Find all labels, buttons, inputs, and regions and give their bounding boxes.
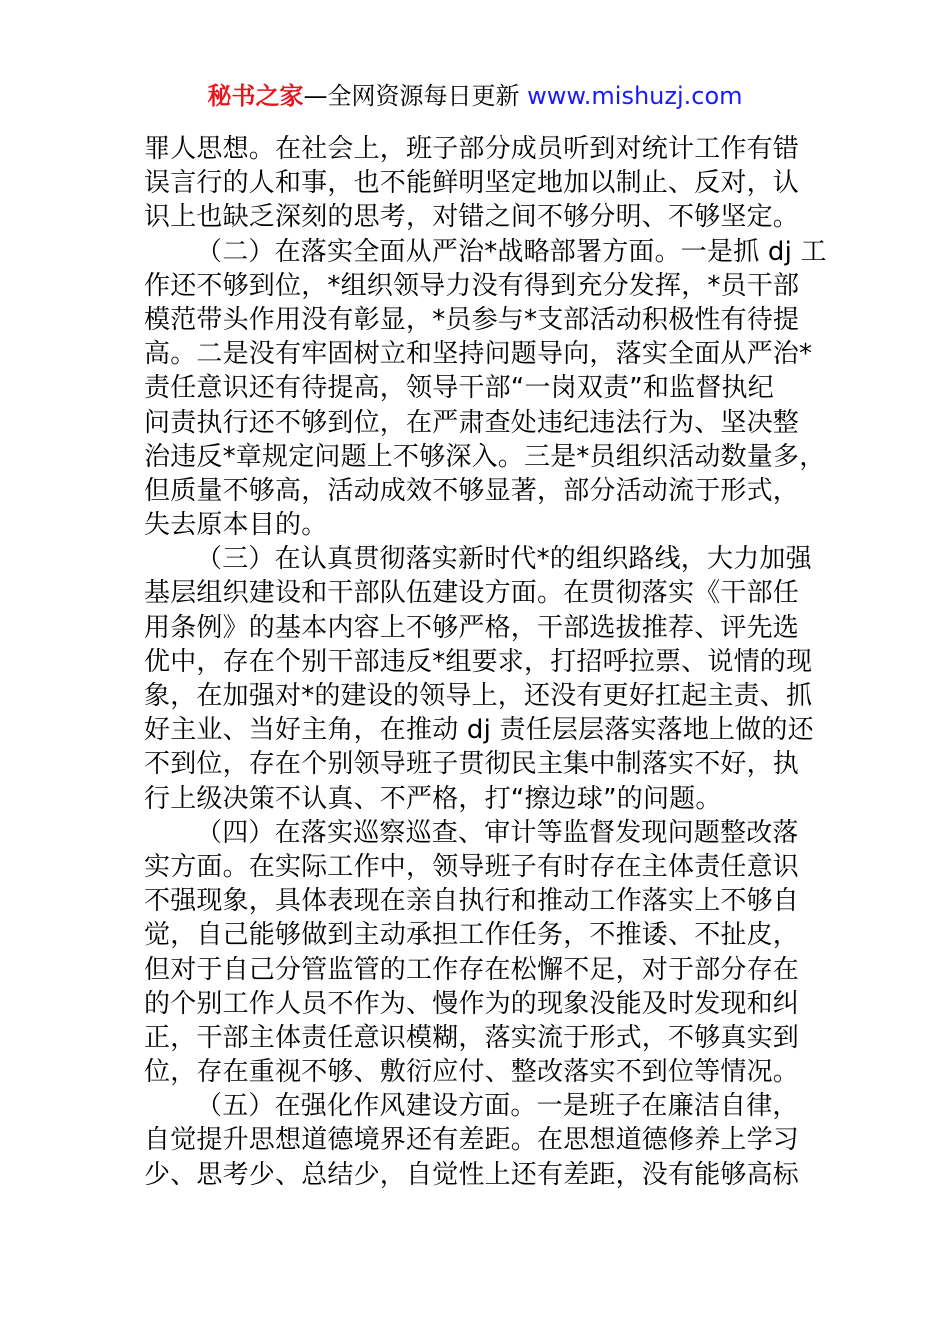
text-line: 罪人思想。在社会上，班子部分成员听到对统计工作有错 — [144, 134, 800, 164]
text-line: 模范带头作用没有彰显，*员参与*支部活动积极性有待提 — [144, 304, 800, 335]
text-line: 少、思考少、总结少，自觉性上还有差距，没有能够高标 — [144, 1159, 800, 1190]
text-line: 用条例》的基本内容上不够严格，干部选拔推荐、评先选 — [144, 612, 800, 643]
text-line: 的个别工作人员不作为、慢作为的现象没能及时发现和纠 — [144, 988, 800, 1019]
page-header — [0, 80, 950, 112]
text-line: 象，在加强对*的建设的领导上，还没有更好扛起主责、抓 — [144, 681, 813, 711]
text-line: 失去原本目的。 — [144, 510, 328, 541]
text-line: 实方面。在实际工作中，领导班子有时存在主体责任意识 — [144, 851, 800, 882]
brand-name: 秘书之家 — [207, 82, 304, 110]
text-line: 基层组织建设和干部队伍建设方面。在贯彻落实《干部任 — [144, 578, 800, 609]
text-line: 不强现象，具体表现在亲自执行和推动工作落实上不够自 — [144, 886, 800, 917]
text-line: 责任意识还有待提高，领导干部“一岗双责”和监督执纪 — [144, 373, 774, 404]
text-line: 但质量不够高，活动成效不够显著，部分活动流于形式， — [144, 475, 800, 506]
text-line: 误言行的人和事，也不能鲜明坚定地加以制止、反对，认 — [144, 168, 800, 199]
text-line: 正，干部主体责任意识模糊，落实流于形式，不够真实到 — [144, 1022, 800, 1053]
text-line: 但对于自己分管监管的工作存在松懈不足，对于部分存在 — [144, 954, 800, 985]
text-line: （二）在落实全面从严治*战略部署方面。一是抓 dj 工 — [196, 236, 827, 267]
text-line: 位，存在重视不够、敷衍应付、整改落实不到位等情况。 — [144, 1057, 800, 1088]
text-line: 觉，自己能够做到主动承担工作任务，不推诿、不扯皮， — [144, 920, 800, 951]
text-line: 好主业、当好主角，在推动 dj 责任层层落实落地上做的还 — [144, 715, 814, 746]
text-line: 高。二是没有牢固树立和坚持问题导向，落实全面从严治* — [144, 339, 813, 370]
text-line: （四）在落实巡察巡查、审计等监督发现问题整改落 — [196, 817, 799, 848]
text-line: （五）在强化作风建设方面。一是班子在廉洁自律， — [196, 1091, 799, 1122]
text-line: 自觉提升思想道德境界还有差距。在思想道德修养上学习 — [144, 1125, 800, 1156]
document-body — [144, 132, 827, 1192]
header-tagline: —全网资源每日更新 — [303, 82, 528, 110]
website-link[interactable]: www.mishuzj.com — [527, 82, 743, 110]
text-line: 不到位，存在个别领导班子贯彻民主集中制落实不好，执 — [144, 749, 800, 780]
text-line: 识上也缺乏深刻的思考，对错之间不够分明、不够坚定。 — [144, 202, 800, 233]
text-line: 优中，存在个别干部违反*组要求，打招呼拉票、说情的现 — [144, 646, 813, 677]
text-line: 问责执行还不够到位，在严肃查处违纪违法行为、坚决整 — [144, 407, 800, 438]
text-line: 作还不够到位，*组织领导力没有得到充分发挥，*员干部 — [144, 270, 800, 301]
text-line: 治违反*章规定问题上不够深入。三是*员组织活动数量多， — [144, 441, 826, 472]
text-line: 行上级决策不认真、不严格，打“擦边球”的问题。 — [144, 783, 722, 814]
text-line: （三）在认真贯彻落实新时代*的组织路线，大力加强 — [196, 544, 812, 575]
